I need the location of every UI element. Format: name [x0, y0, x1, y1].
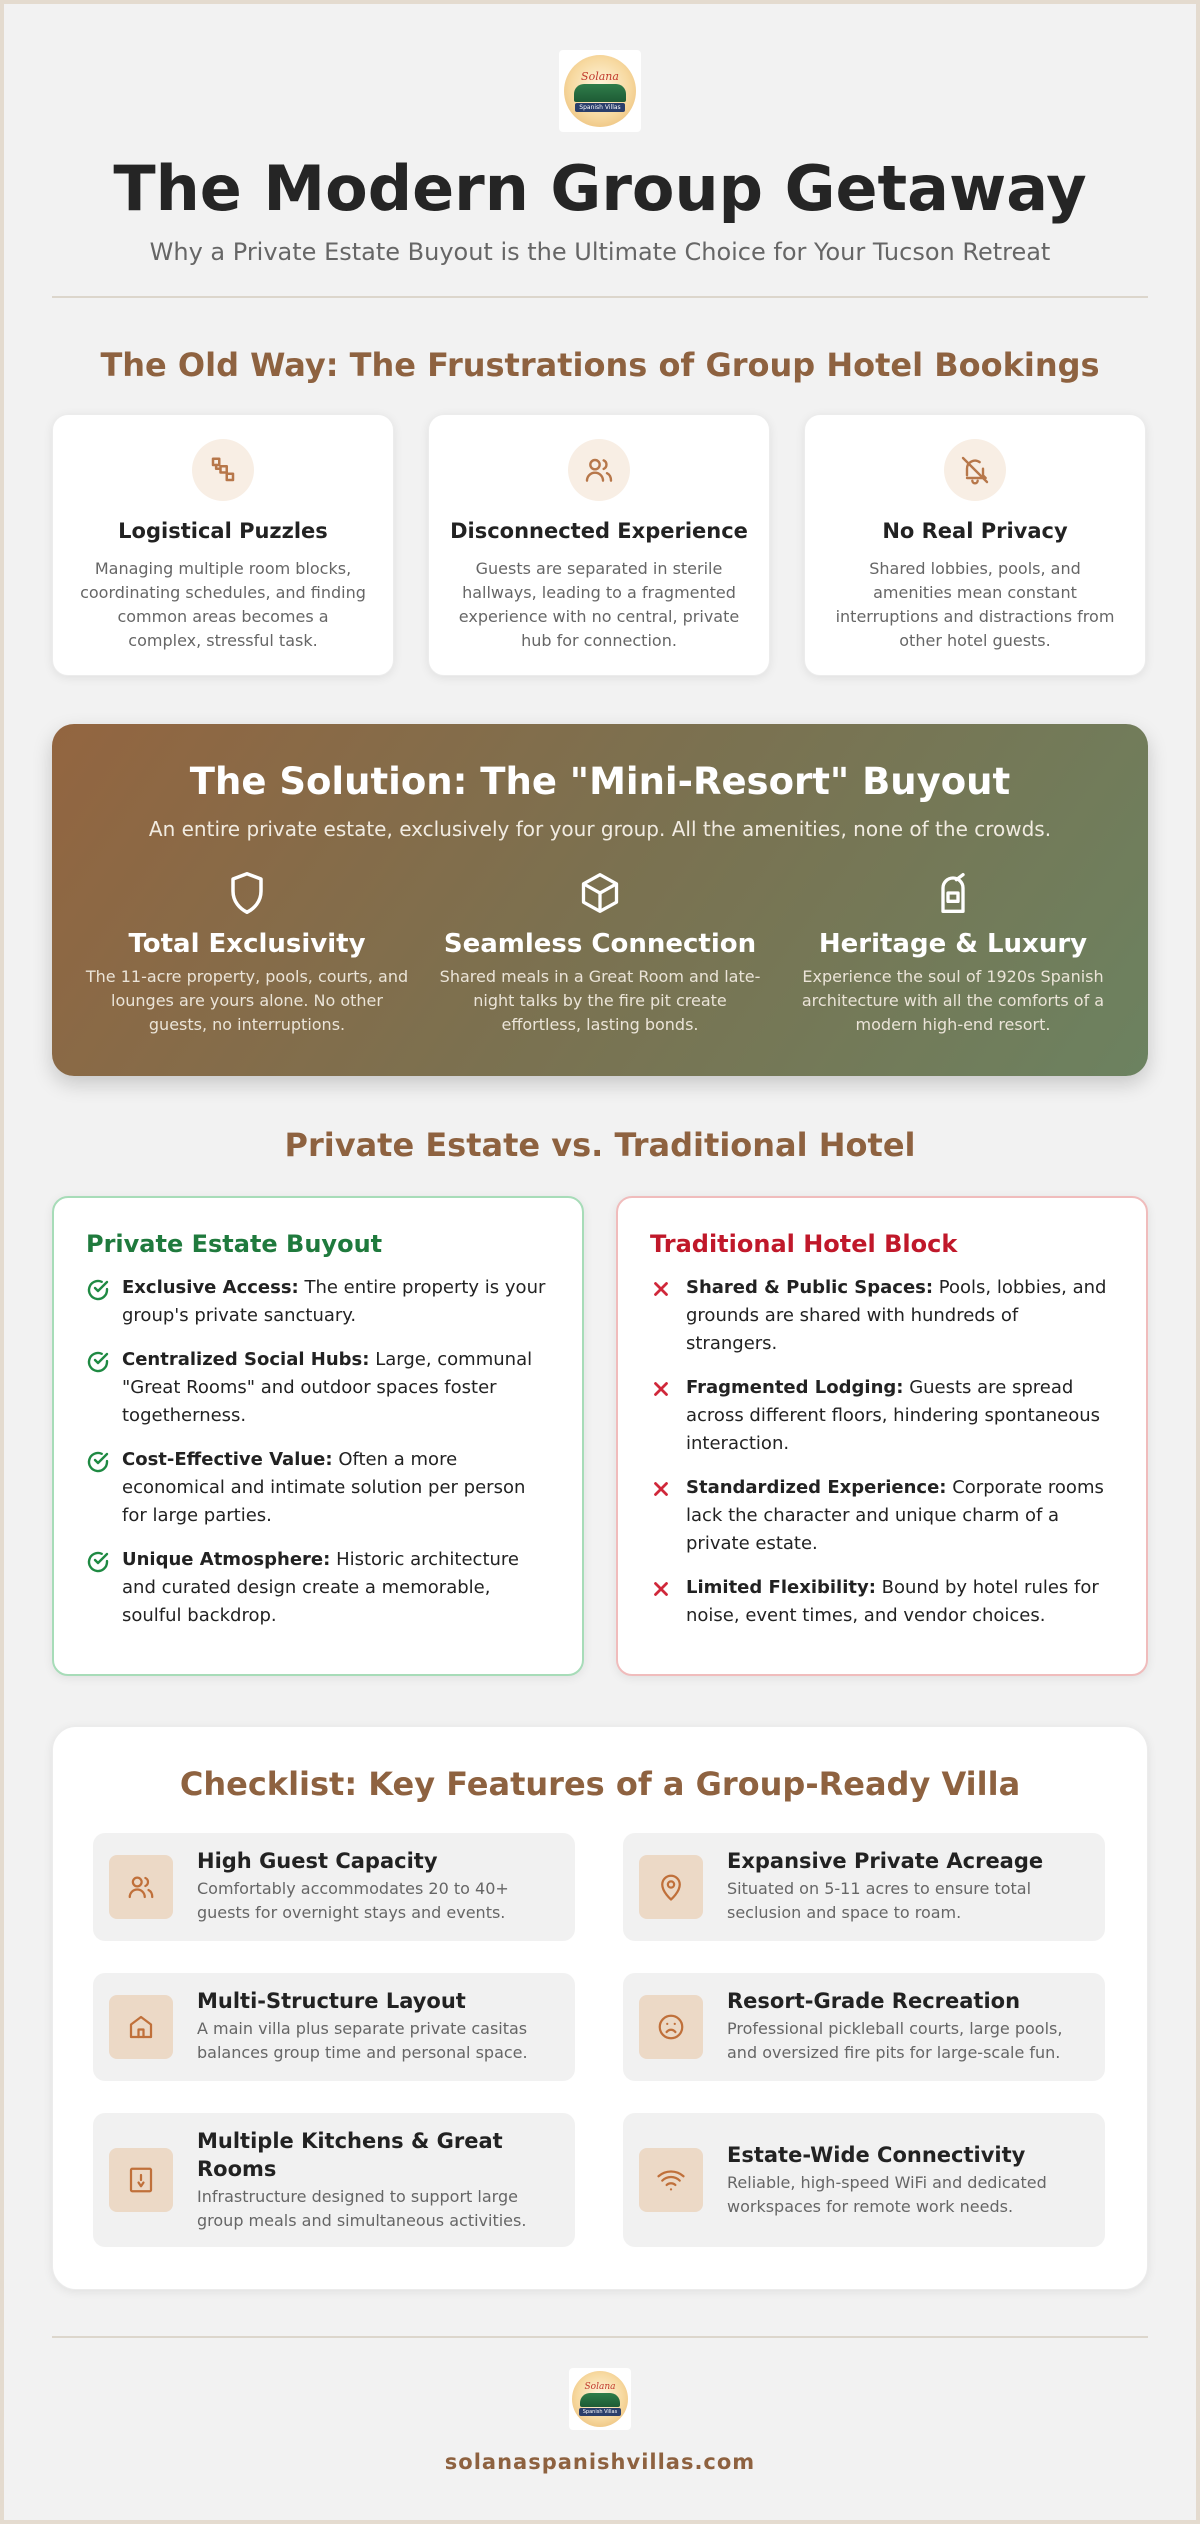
checklist-item	[623, 1833, 1105, 1941]
solution-desc: An entire private estate, exclusively for your group. All the amenities, none of the crowds.	[148, 817, 1052, 841]
logo-script: Solana	[584, 2382, 616, 2392]
item-text: Historic architecture and curated design create a memorable, soulful backdrop.	[122, 1549, 519, 1626]
x-icon	[650, 1474, 686, 1504]
item-label: Fragmented Lodging:	[686, 1377, 904, 1398]
item-text: Pools, lobbies, and grounds are shared with hundreds of strangers.	[686, 1277, 1107, 1354]
checklist-item	[623, 2113, 1105, 2247]
solution-feature-title: Seamless Connection	[443, 929, 757, 959]
check-circle-icon	[86, 1346, 122, 1378]
logo-banner: Spanish Villas	[579, 2408, 621, 2416]
item-text: Corporate rooms lack the character and unique charm of a private estate.	[686, 1477, 1104, 1554]
comparison-title: Private Estate vs. Traditional Hotel	[284, 1126, 916, 1164]
item-label: Shared & Public Spaces:	[686, 1277, 934, 1298]
problem-card-title: Disconnected Experience	[450, 519, 748, 543]
logo-banner: Spanish Villas	[575, 103, 624, 112]
home-icon	[109, 1995, 173, 2059]
problem-card	[52, 414, 394, 676]
checklist-item-desc: A main villa plus separate private casitas balances group time and personal space.	[197, 2019, 528, 2062]
checklist-item-title: Multiple Kitchens & Great Rooms	[197, 2129, 503, 2181]
checklist-title: Checklist: Key Features of a Group-Ready Villa	[179, 1765, 1021, 1803]
puzzle-icon	[192, 439, 254, 501]
list-item	[86, 1446, 550, 1530]
header-divider	[52, 296, 1148, 298]
solution-feature-desc: The 11-acre property, pools, courts, and lounges are yours alone. No other guests, no interruptions.	[85, 967, 409, 1034]
list-item	[86, 1274, 550, 1330]
item-label: Limited Flexibility:	[686, 1577, 876, 1598]
cube-icon	[435, 867, 765, 919]
palm-trees-icon	[574, 84, 626, 102]
solution-feature-title: Heritage & Luxury	[818, 929, 1088, 959]
palm-trees-icon	[580, 2393, 620, 2407]
checklist-item	[623, 1973, 1105, 2081]
problem-card-desc: Guests are separated in sterile hallways, leading to a fragmented experience with no central, private hub for connection.	[458, 559, 740, 650]
item-label: Exclusive Access:	[122, 1277, 299, 1298]
estate-comparison-card	[52, 1196, 584, 1676]
checklist-item-desc: Professional pickleball courts, large pools, and oversized fire pits for large-scale fun.	[727, 2019, 1063, 2062]
solution-feature-title: Total Exclusivity	[128, 929, 366, 959]
list-item	[650, 1474, 1114, 1558]
check-circle-icon	[86, 1274, 122, 1306]
checklist-item	[93, 2113, 575, 2247]
problem-card-desc: Shared lobbies, pools, and amenities mean constant interruptions and distractions from other hotel guests.	[835, 559, 1115, 650]
logo-badge	[564, 55, 636, 127]
list-item	[650, 1574, 1114, 1630]
list-item	[86, 1546, 550, 1630]
ball-icon	[639, 1995, 703, 2059]
problem-card	[804, 414, 1146, 676]
footer-divider	[52, 2336, 1148, 2338]
heritage-icon	[788, 867, 1118, 919]
problem-card-title: Logistical Puzzles	[118, 519, 328, 543]
logo-script: Solana	[581, 70, 619, 83]
problem-card-title: No Real Privacy	[882, 519, 1068, 543]
checklist-item-desc: Reliable, high-speed WiFi and dedicated workspaces for remote work needs.	[727, 2173, 1047, 2216]
footer-logo	[569, 2368, 631, 2430]
bell-off-icon	[944, 439, 1006, 501]
item-text: Guests are spread across different floors, hindering spontaneous interaction.	[686, 1377, 1101, 1454]
hotel-card-title: Traditional Hotel Block	[650, 1230, 958, 1258]
footer-url[interactable]: solanaspanishvillas.com	[444, 2450, 756, 2474]
solution-title: The Solution: The "Mini-Resort" Buyout	[189, 760, 1011, 803]
x-icon	[650, 1374, 686, 1404]
checklist-item-desc: Infrastructure designed to support large group meals and simultaneous activities.	[197, 2187, 527, 2230]
item-text: Bound by hotel rules for noise, event times, and vendor choices.	[686, 1577, 1099, 1626]
users-icon	[568, 439, 630, 501]
map-pin-icon	[639, 1855, 703, 1919]
checklist-item-title: Estate-Wide Connectivity	[727, 2143, 1026, 2167]
solution-feature-desc: Shared meals in a Great Room and late-night talks by the fire pit create effortless, lasting bonds.	[439, 967, 761, 1034]
check-circle-icon	[86, 1546, 122, 1578]
checklist-item-desc: Comfortably accommodates 20 to 40+ guests for overnight stays and events.	[197, 1879, 509, 1922]
item-text: Often a more economical and intimate solution per person for large parties.	[122, 1449, 526, 1526]
solution-feature	[82, 867, 412, 1037]
hotel-comparison-card	[616, 1196, 1148, 1676]
list-item	[650, 1274, 1114, 1358]
item-label: Centralized Social Hubs:	[122, 1349, 370, 1370]
solution-feature	[788, 867, 1118, 1037]
page	[4, 4, 1196, 2520]
list-item	[86, 1346, 550, 1430]
shield-icon	[82, 867, 412, 919]
checklist-item-title: Multi-Structure Layout	[197, 1989, 466, 2013]
item-label: Unique Atmosphere:	[122, 1549, 331, 1570]
item-text: Large, communal "Great Rooms" and outdoor spaces foster togetherness.	[122, 1349, 533, 1426]
header-logo	[559, 50, 641, 132]
problem-card	[428, 414, 770, 676]
solution-feature	[435, 867, 765, 1037]
list-item	[650, 1374, 1114, 1458]
checklist-item	[93, 1833, 575, 1941]
checklist-item-desc: Situated on 5-11 acres to ensure total seclusion and space to roam.	[727, 1879, 1032, 1922]
wifi-icon	[639, 2148, 703, 2212]
problem-card-desc: Managing multiple room blocks, coordinating schedules, and finding common areas becomes a complex, stressful task.	[80, 559, 366, 650]
solution-banner	[52, 724, 1148, 1076]
x-icon	[650, 1274, 686, 1304]
check-circle-icon	[86, 1446, 122, 1478]
logo-badge	[572, 2371, 628, 2427]
solution-feature-desc: Experience the soul of 1920s Spanish architecture with all the comforts of a modern high-end resort.	[801, 967, 1105, 1034]
item-text: The entire property is your group's private sanctuary.	[122, 1277, 546, 1326]
checklist-item-title: Expansive Private Acreage	[727, 1849, 1044, 1873]
estate-card-title: Private Estate Buyout	[86, 1230, 383, 1258]
page-subtitle: Why a Private Estate Buyout is the Ultimate Choice for Your Tucson Retreat	[149, 238, 1051, 266]
item-label: Cost-Effective Value:	[122, 1449, 333, 1470]
users-icon	[109, 1855, 173, 1919]
problems-title: The Old Way: The Frustrations of Group Hotel Bookings	[100, 346, 1100, 384]
checklist-card	[52, 1726, 1148, 2290]
kitchen-icon	[109, 2148, 173, 2212]
checklist-item	[93, 1973, 575, 2081]
checklist-item-title: High Guest Capacity	[197, 1849, 438, 1873]
checklist-item-title: Resort-Grade Recreation	[727, 1989, 1021, 2013]
x-icon	[650, 1574, 686, 1604]
item-label: Standardized Experience:	[686, 1477, 947, 1498]
page-title: The Modern Group Getaway	[113, 152, 1087, 225]
